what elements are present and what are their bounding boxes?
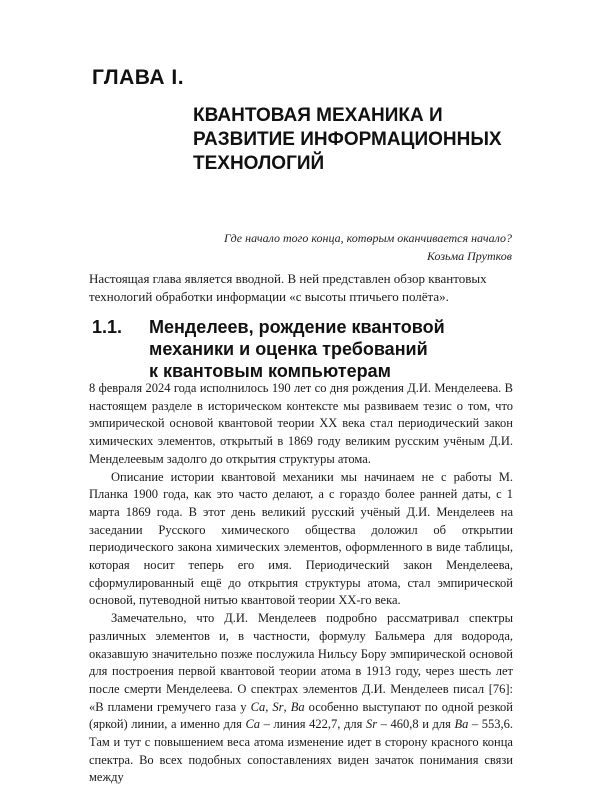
paragraph-2: Описание истории квантовой механики мы начинаем не с работы М. Планка 1900 года, как это часто делают, а с гораздо более ранней даты, с 1 марта 1869 года. В этот день великий русский учёный Д.И. Менделеев на заседании Русского химического общества доложил об открытии периодического закона химических элементов, оформленного в виде таблицы, которая носит теперь его имя. Периодический закон Менделеева, сформулированный ещё до открытия структуры атома, стал эмпирической основой, путеводной нитью квантовой теории XX-го века. [89,469,513,608]
element-symbol: Ba [290,699,305,714]
chapter-title-line: РАЗВИТИЕ ИНФОРМАЦИОННЫХ [193,129,502,150]
paragraph-1: 8 февраля 2024 года исполнилось 190 лет со дня рождения Д.И. Менделеева. В настоящем разделе в историческом контексте мы развиваем тезис о том, что эмпирической основой квантовой теории XX века стал периодический закон химических элементов, открытый в 1869 году великим русским учёным Д.И. Менделеевым задолго до открытия структуры атома. [89,381,513,466]
p3-text: особенно выступают по одной резкой (яркой) линии, а именно для [89,699,513,732]
p3-text: – 460,8 и для [377,717,455,732]
section-title-line: к квантовым компьютерам [149,361,391,381]
epigraph [224,229,512,265]
element-symbol: Sr [365,717,378,732]
element-symbol: Ca [250,699,266,714]
element-symbol: Sr [272,699,284,714]
epigraph-author: Козьма Прутков [426,249,512,263]
p3-text: , [283,699,291,714]
chapter-label: ГЛАВА I. [92,66,185,89]
p3-text: Замечательно, что Д.И. Менделеев подробно рассматривал спектры различных элементов и, в частности, формулу Бальмера для водорода, оказавшую значительно позже послужила Нильсу Бору эмпирической основой для построения первой квантовой теории атома в 1913 году, через шесть лет после смерти Менделеева. О спектрах элементов Д.И. Менделеев писал [76]: «В пламени гремучего газа у [89,611,513,714]
intro-paragraph: Настоящая глава является вводной. В ней представлен обзор квантовых технологий обработки информации «с высоты птичьего полёта». [89,271,487,304]
paragraph-3 [89,610,513,787]
chapter-title-line: ТЕХНОЛОГИЙ [193,153,325,174]
element-symbol: Ba [454,717,469,732]
p3-text: – 553,6. Там и тут с повышением веса атома изменение идет в сторону красного конца спектра. Во всех подобных сопоставлениях виден зачаток понимания связи между [89,717,514,785]
epigraph-quote: Где начало того конца, котѳрым оканчивается начало? [223,231,512,245]
section-title [149,316,519,382]
p3-text: , [265,699,273,714]
chapter-title [193,104,553,176]
section-number: 1.1. [92,317,123,337]
section-title-line: механики и оценка требований [149,339,428,359]
p3-text: – линия 422,7, для [260,717,366,732]
chapter-title-line: КВАНТОВАЯ МЕХАНИКА И [193,105,443,126]
body-text [89,380,513,787]
element-symbol: Ca [245,717,261,732]
section-title-line: Менделеев, рождение квантовой [149,317,445,337]
